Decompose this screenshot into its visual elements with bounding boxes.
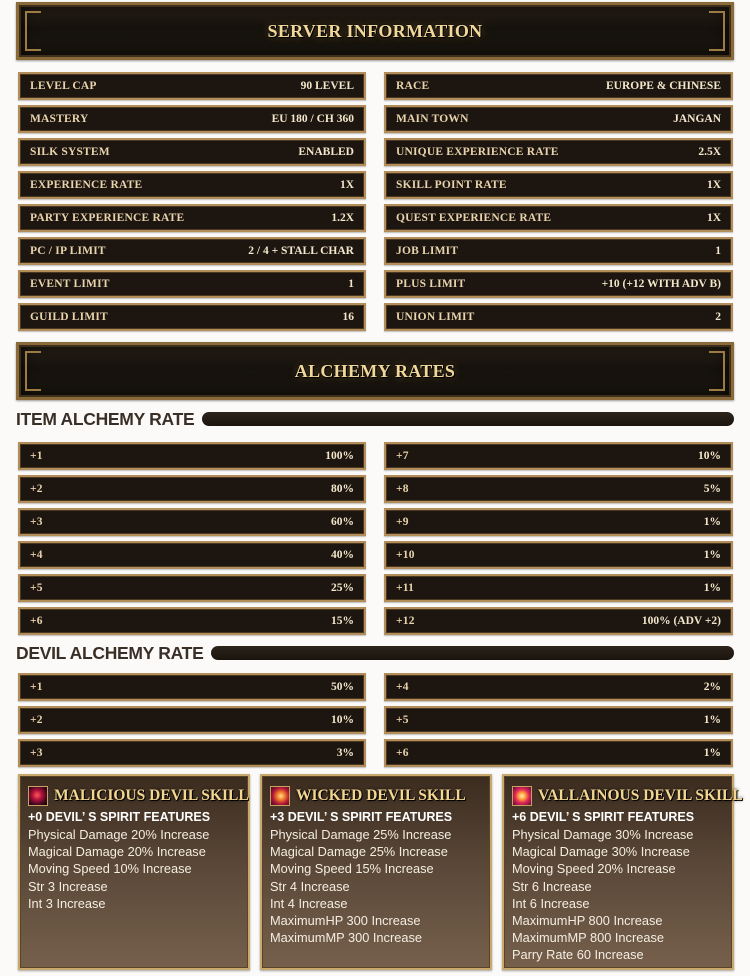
devil-alchemy-row: +3 3%	[18, 739, 366, 767]
devil-alchemy-heading: DEVIL ALCHEMY RATE	[16, 642, 734, 664]
info-row-level-cap: LEVEL CAP 90 LEVEL	[18, 72, 366, 100]
item-alchemy-row: +1 100%	[18, 442, 366, 470]
item-alchemy-row: +11 1%	[384, 574, 733, 602]
item-alchemy-row: +9 1%	[384, 508, 733, 536]
item-alchemy-row: +8 5%	[384, 475, 733, 503]
wicked-skill-icon	[270, 786, 290, 806]
item-alchemy-heading: ITEM ALCHEMY RATE	[16, 408, 734, 430]
server-information-title: SERVER INFORMATION	[267, 20, 483, 41]
alchemy-rates-title: ALCHEMY RATES	[294, 360, 456, 381]
alchemy-rates-banner	[16, 342, 734, 400]
server-information-banner	[16, 2, 734, 60]
info-row-plus-limit: PLUS LIMIT +10 (+12 WITH ADV B)	[384, 270, 733, 298]
item-alchemy-row: +4 40%	[18, 541, 366, 569]
info-row-union-limit: UNION LIMIT 2	[384, 303, 733, 331]
info-row-pc-ip-limit: PC / IP LIMIT 2 / 4 + STALL CHAR	[18, 237, 366, 265]
item-alchemy-row: +7 10%	[384, 442, 733, 470]
heading-divider	[211, 646, 734, 660]
item-alchemy-row: +10 1%	[384, 541, 733, 569]
skill-card-wicked: WICKED DEVIL SKILL +3 DEVIL’ S SPIRIT FEATURES Physical Damage 25% Increase Magical Damage 25% Increase Moving Speed 15% Increase Str 4 Increase Int 4 Increase MaximumHP 300 Increase MaximumMP 300 Increase	[260, 774, 492, 970]
malicious-skill-icon	[28, 786, 48, 806]
item-alchemy-row: +2 80%	[18, 475, 366, 503]
info-row-quest-experience-rate: QUEST EXPERIENCE RATE 1X	[384, 204, 733, 232]
item-alchemy-row: +12 100% (ADV +2)	[384, 607, 733, 635]
devil-alchemy-row: +2 10%	[18, 706, 366, 734]
info-row-job-limit: JOB LIMIT 1	[384, 237, 733, 265]
vallainous-skill-icon	[512, 786, 532, 806]
info-row-skill-point-rate: SKILL POINT RATE 1X	[384, 171, 733, 199]
info-row-experience-rate: EXPERIENCE RATE 1X	[18, 171, 366, 199]
skill-card-vallainous: VALLAINOUS DEVIL SKILL +6 DEVIL’ S SPIRIT FEATURES Physical Damage 30% Increase Magical Damage 30% Increase Moving Speed 20% Increase Str 6 Increase Int 6 Increase MaximumHP 800 Increase MaximumMP 800 Increase Parry Rate 60 Increase	[502, 774, 734, 970]
heading-divider	[202, 412, 734, 426]
info-row-race: RACE EUROPE & CHINESE	[384, 72, 733, 100]
item-alchemy-row: +5 25%	[18, 574, 366, 602]
info-row-event-limit: EVENT LIMIT 1	[18, 270, 366, 298]
item-alchemy-row: +6 15%	[18, 607, 366, 635]
devil-alchemy-row: +5 1%	[384, 706, 733, 734]
item-alchemy-row: +3 60%	[18, 508, 366, 536]
devil-alchemy-row: +1 50%	[18, 673, 366, 701]
info-row-silk-system: SILK SYSTEM ENABLED	[18, 138, 366, 166]
info-row-party-experience-rate: PARTY EXPERIENCE RATE 1.2X	[18, 204, 366, 232]
info-row-unique-experience-rate: UNIQUE EXPERIENCE RATE 2.5X	[384, 138, 733, 166]
devil-alchemy-row: +4 2%	[384, 673, 733, 701]
info-row-main-town: MAIN TOWN JANGAN	[384, 105, 733, 133]
info-row-guild-limit: GUILD LIMIT 16	[18, 303, 366, 331]
devil-alchemy-row: +6 1%	[384, 739, 733, 767]
info-row-mastery: MASTERY EU 180 / CH 360	[18, 105, 366, 133]
skill-card-malicious: MALICIOUS DEVIL SKILL +0 DEVIL’ S SPIRIT FEATURES Physical Damage 20% Increase Magical Damage 20% Increase Moving Speed 10% Increase Str 3 Increase Int 3 Increase	[18, 774, 250, 970]
